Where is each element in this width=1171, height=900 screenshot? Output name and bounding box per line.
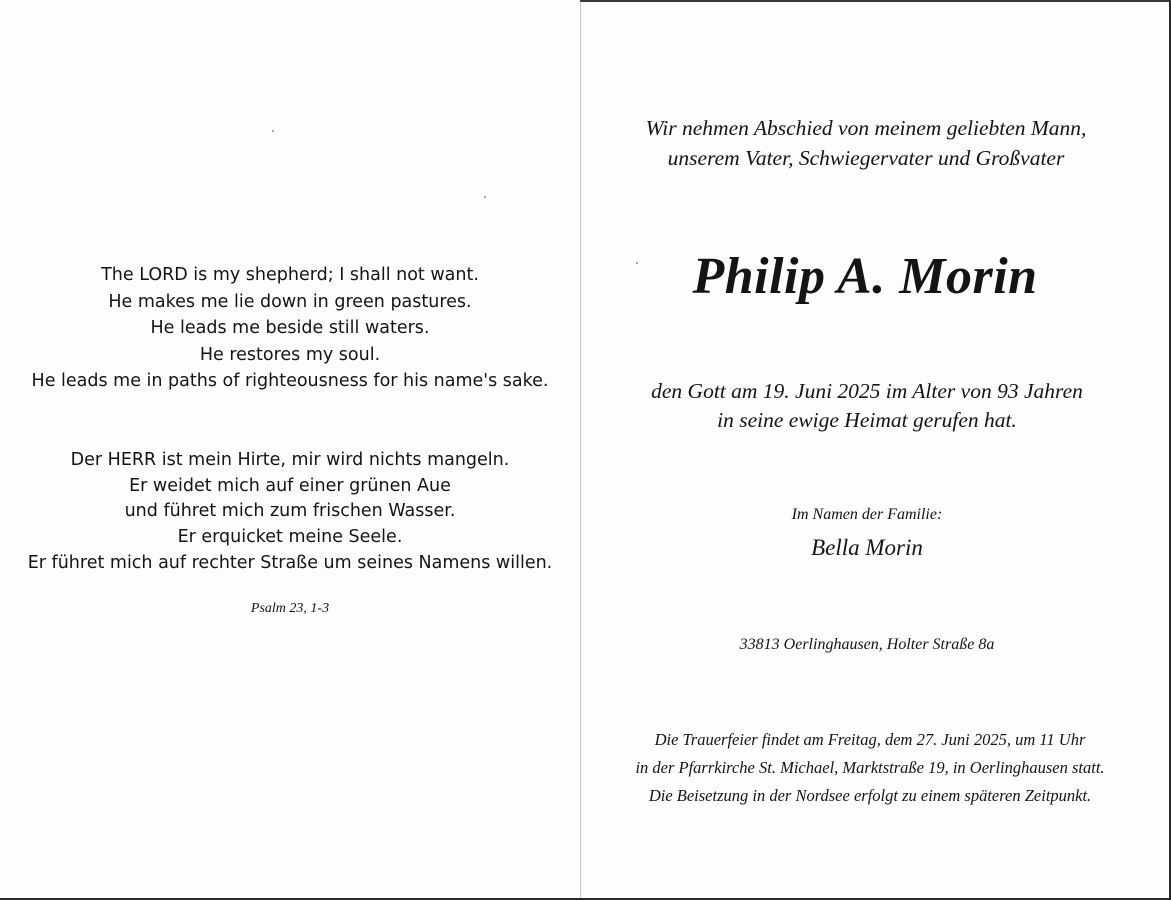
verse-line: He makes me lie down in green pastures.: [108, 291, 472, 312]
verse-line: und führet mich zum frischen Wasser.: [124, 501, 456, 522]
ceremony-line: Die Beisetzung in der Nordsee erfolgt zu einem späteren Zeitpunkt.: [648, 786, 1092, 805]
verse-line: Der HERR ist mein Hirte, mir wird nichts mangeln.: [70, 450, 510, 470]
family-name-text: Bella Morin: [811, 535, 923, 560]
ceremony-details: [575, 726, 1165, 810]
ceremony-line: in der Pfarrkirche St. Michael, Marktstraße 19, in Oerlinghausen statt.: [635, 758, 1105, 777]
address-text: 33813 Oerlinghausen, Holter Straße 8a: [739, 636, 995, 653]
right-page: [581, 0, 1171, 900]
family-label-text: Im Namen der Familie:: [791, 506, 943, 523]
verse-line: The LORD is my shepherd; I shall not want.: [101, 265, 479, 285]
psalm-citation: [0, 599, 580, 619]
family-address: [572, 634, 1162, 656]
farewell-intro: [571, 113, 1161, 173]
verse-line: Er erquicket meine Seele.: [177, 527, 403, 548]
death-line: den Gott am 19. Juni 2025 im Alter von 93 Jahren: [651, 379, 1083, 403]
citation-text: Psalm 23, 1-3: [250, 601, 330, 616]
verse-line: He leads me in paths of righteousness for his name's sake.: [31, 371, 549, 391]
death-line: in seine ewige Heimat gerufen hat.: [717, 408, 1017, 432]
verse-line: Er weidet mich auf einer grünen Aue: [129, 475, 451, 496]
psalm-english: [0, 262, 580, 395]
ceremony-line: Die Trauerfeier findet am Freitag, dem 27. Juni 2025, um 11 Uhr: [654, 730, 1086, 749]
death-notice: [572, 377, 1162, 435]
verse-line: He restores my soul.: [199, 344, 381, 365]
deceased-name: [570, 245, 1160, 309]
family-signature: [572, 533, 1162, 563]
intro-line: unserem Vater, Schwiegervater und Großvater: [667, 146, 1065, 170]
psalm-german: [0, 448, 580, 577]
verse-line: Er führet mich auf rechter Straße um seines Namens willen.: [27, 552, 553, 573]
intro-line: Wir nehmen Abschied von meinem geliebten Mann,: [645, 116, 1087, 140]
name-text: Philip A. Morin: [692, 248, 1038, 305]
family-label: [572, 504, 1162, 526]
left-page: [0, 0, 580, 900]
verse-line: He leads me beside still waters.: [150, 318, 430, 338]
